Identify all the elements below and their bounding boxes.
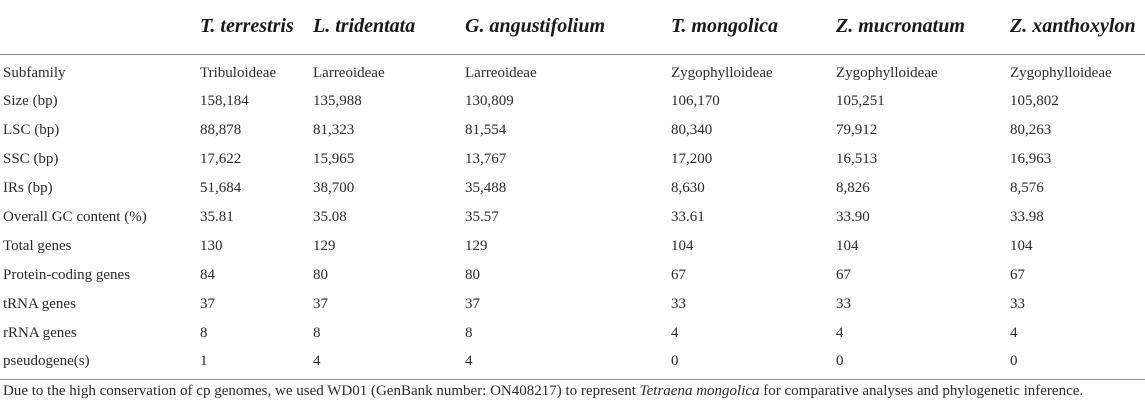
table-cell: 4 xyxy=(836,325,844,341)
header-cell-g-angustifolium: G. angustifolium xyxy=(465,0,671,54)
table-cell: 67 xyxy=(1010,267,1025,283)
table-cell: 33.61 xyxy=(671,209,705,225)
table-row xyxy=(0,319,1145,348)
table-cell: 67 xyxy=(836,267,851,283)
table-cell: 37 xyxy=(313,296,328,312)
header-cell-z-xanthoxylon: Z. xanthoxylon xyxy=(1010,0,1145,54)
table-cell: 8 xyxy=(313,325,321,341)
row-label-cell: LSC (bp) xyxy=(3,122,60,138)
table-cell: 16,963 xyxy=(1010,151,1052,167)
table-cell: 33 xyxy=(836,296,851,312)
table-row xyxy=(0,232,1145,261)
row-label-cell: pseudogene(s) xyxy=(0,348,200,379)
table-cell: 13,767 xyxy=(465,151,507,167)
table-cell: 33.98 xyxy=(1010,209,1044,225)
table-cell: 1 xyxy=(200,348,313,379)
row-label-cell: Size (bp) xyxy=(3,93,58,109)
table-cell: 0 xyxy=(671,348,836,379)
table-cell: 129 xyxy=(313,238,336,254)
row-label-cell: Subfamily xyxy=(3,65,66,82)
header-cell-empty xyxy=(0,0,200,54)
table-cell: 8,630 xyxy=(671,180,705,196)
table-cell: 106,170 xyxy=(671,93,720,109)
footnote-text-after: for comparative analyses and phylogenetic inference. xyxy=(759,383,1084,399)
table-row xyxy=(0,145,1145,174)
table-cell: 4 xyxy=(671,325,679,341)
table-cell: 35.81 xyxy=(200,209,234,225)
table-cell: Larreoideae xyxy=(465,65,537,82)
table-cell: 16,513 xyxy=(836,151,878,167)
row-label-cell: IRs (bp) xyxy=(3,180,53,196)
table-cell: 15,965 xyxy=(313,151,355,167)
table-cell: 104 xyxy=(1010,238,1033,254)
table-cell: 80 xyxy=(465,267,480,283)
table-cell: Zygophylloideae xyxy=(836,65,938,82)
table-row xyxy=(0,290,1145,319)
table-row xyxy=(0,174,1145,203)
table-cell: 17,622 xyxy=(200,151,242,167)
table-cell: 135,988 xyxy=(313,93,362,109)
table-cell: 33 xyxy=(1010,296,1025,312)
table-row xyxy=(0,348,1145,379)
table-cell: 0 xyxy=(836,348,1010,379)
footnote-text-before: Due to the high conservation of cp genomes, we used WD01 (GenBank number: ON408217) to represent xyxy=(3,383,640,399)
row-label-cell: rRNA genes xyxy=(3,325,77,341)
table-cell: 88,878 xyxy=(200,122,242,138)
table-cell: 80,340 xyxy=(671,122,713,138)
table-cell: 33.90 xyxy=(836,209,870,225)
table-cell: 105,802 xyxy=(1010,93,1059,109)
row-label-cell: Overall GC content (%) xyxy=(3,209,147,225)
table-cell: 130 xyxy=(200,238,223,254)
table-cell: 130,809 xyxy=(465,93,514,109)
table-cell: 38,700 xyxy=(313,180,355,196)
table-cell: 4 xyxy=(313,348,465,379)
table-cell: Larreoideae xyxy=(313,65,385,82)
table-cell: 81,554 xyxy=(465,122,507,138)
table-cell: Zygophylloideae xyxy=(1010,65,1112,82)
table-cell: 0 xyxy=(1010,348,1145,379)
row-label-cell: Protein-coding genes xyxy=(3,267,131,283)
table-cell: 104 xyxy=(836,238,859,254)
row-label-cell: Total genes xyxy=(3,238,72,254)
table-cell: 129 xyxy=(465,238,488,254)
table-cell: Zygophylloideae xyxy=(671,65,773,82)
table-cell: 37 xyxy=(200,296,215,312)
table-cell: 37 xyxy=(465,296,480,312)
table-cell: 8 xyxy=(200,325,208,341)
header-cell-t-mongolica: T. mongolica xyxy=(671,0,836,54)
table-cell: 8 xyxy=(465,325,473,341)
table-cell: 35.57 xyxy=(465,209,499,225)
table-body xyxy=(0,54,1145,379)
header-cell-z-mucronatum: Z. mucronatum xyxy=(836,0,1010,54)
table-row xyxy=(0,87,1145,116)
table-cell: 4 xyxy=(465,348,671,379)
table-row xyxy=(0,203,1145,232)
table-row xyxy=(0,54,1145,87)
table-cell: Tribuloideae xyxy=(200,65,277,82)
row-label-cell: tRNA genes xyxy=(3,296,76,312)
table-row xyxy=(0,116,1145,145)
table-cell: 80 xyxy=(313,267,328,283)
header-cell-l-tridentata: L. tridentata xyxy=(313,0,465,54)
table-cell: 67 xyxy=(671,267,686,283)
table-cell: 158,184 xyxy=(200,93,249,109)
table-cell: 35.08 xyxy=(313,209,347,225)
table-row xyxy=(0,261,1145,290)
table-cell: 8,576 xyxy=(1010,180,1044,196)
header-cell-t-terrestris: T. terrestris xyxy=(200,0,313,54)
table-cell: 80,263 xyxy=(1010,122,1052,138)
table-cell: 105,251 xyxy=(836,93,885,109)
table-cell: 104 xyxy=(671,238,694,254)
table-cell: 4 xyxy=(1010,325,1018,341)
table-cell: 79,912 xyxy=(836,122,878,138)
table-cell: 84 xyxy=(200,267,215,283)
table-footnote xyxy=(3,383,1143,400)
table-cell: 33 xyxy=(671,296,686,312)
row-label-cell: SSC (bp) xyxy=(3,151,59,167)
footnote-species-name: Tetraena mongolica xyxy=(639,383,760,399)
table-cell: 51,684 xyxy=(200,180,242,196)
table-cell: 8,826 xyxy=(836,180,870,196)
table-cell: 81,323 xyxy=(313,122,355,138)
table-cell: 35,488 xyxy=(465,180,507,196)
header-row xyxy=(0,0,1145,54)
table-cell: 17,200 xyxy=(671,151,713,167)
